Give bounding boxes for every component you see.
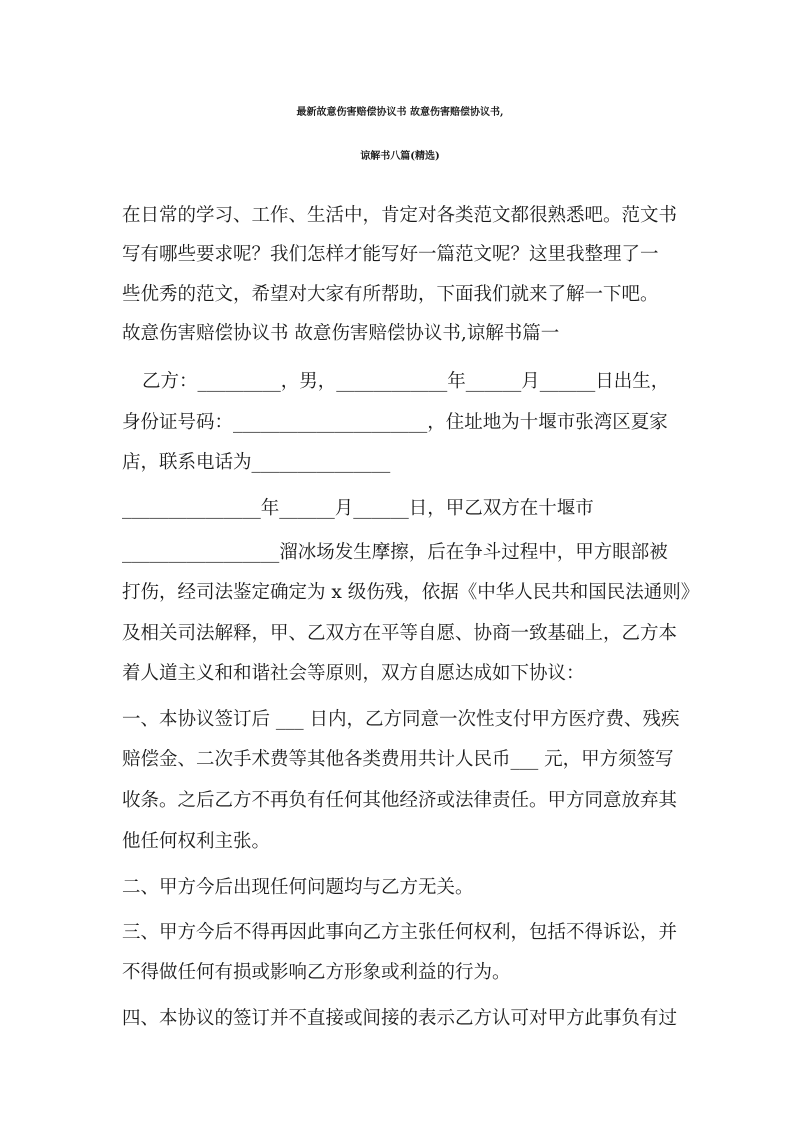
body-line: 些优秀的范文，希望对大家有所帮助，下面我们就来了解一下吧。 — [122, 284, 659, 305]
body-line: 二、甲方今后出现任何问题均与乙方无关。 — [122, 877, 474, 898]
body-line: 他任何权利主张。 — [122, 831, 271, 852]
body-line: 一、本协议签订后 ___ 日内，乙方同意一次性支付甲方医疗费、残疾 — [122, 709, 680, 730]
body-line: 三、甲方今后不得再因此事向乙方主张任何权利，包括不得诉讼，并 — [122, 922, 678, 943]
body-line: 着人道主义和和谐社会等原则，双方自愿达成如下协议： — [122, 663, 585, 684]
body-line: 不得做任何有损或影响乙方形象或利益的行为。 — [122, 962, 511, 983]
body-line: 写有哪些要求呢？我们怎样才能写好一篇范文呢？这里我整理了一 — [122, 244, 659, 265]
section-heading: 故意伤害赔偿协议书 故意伤害赔偿协议书,谅解书篇一 — [122, 323, 560, 344]
body-line: _________________溜冰场发生摩擦，后在争斗过程中，甲方眼部被 — [122, 542, 668, 563]
body-line: 身份证号码：_____________________，住址地为十堰市张湾区夏家 — [122, 412, 668, 433]
body-line: 收条。之后乙方不再负有任何其他经济或法律责任。甲方同意放弃其 — [122, 790, 678, 811]
body-line: _______________年______月______日，甲乙双方在十堰市 — [122, 498, 594, 519]
body-line: 在日常的学习、工作、生活中，肯定对各类范文都很熟悉吧。范文书 — [122, 205, 678, 226]
body-line: 打伤，经司法鉴定确定为 x 级伤残，依据《中华人民共和国民法通则》 — [122, 582, 700, 603]
document-title-line-1: 最新故意伤害赔偿协议书 故意伤害赔偿协议书, — [296, 107, 504, 118]
body-line: 四、本协议的签订并不直接或间接的表示乙方认可对甲方此事负有过 — [122, 1008, 678, 1029]
body-line: 赔偿金、二次手术费等其他各类费用共计人民币___ 元，甲方须签写 — [122, 749, 674, 770]
body-line: 及相关司法解释，甲、乙双方在平等自愿、协商一致基础上，乙方本 — [122, 623, 678, 644]
body-line: 乙方：_________，男，____________年______月______日出生， — [142, 371, 670, 392]
document-title-line-2: 谅解书八篇(精选) — [360, 151, 440, 162]
body-line: 店，联系电话为_______________ — [122, 452, 391, 473]
